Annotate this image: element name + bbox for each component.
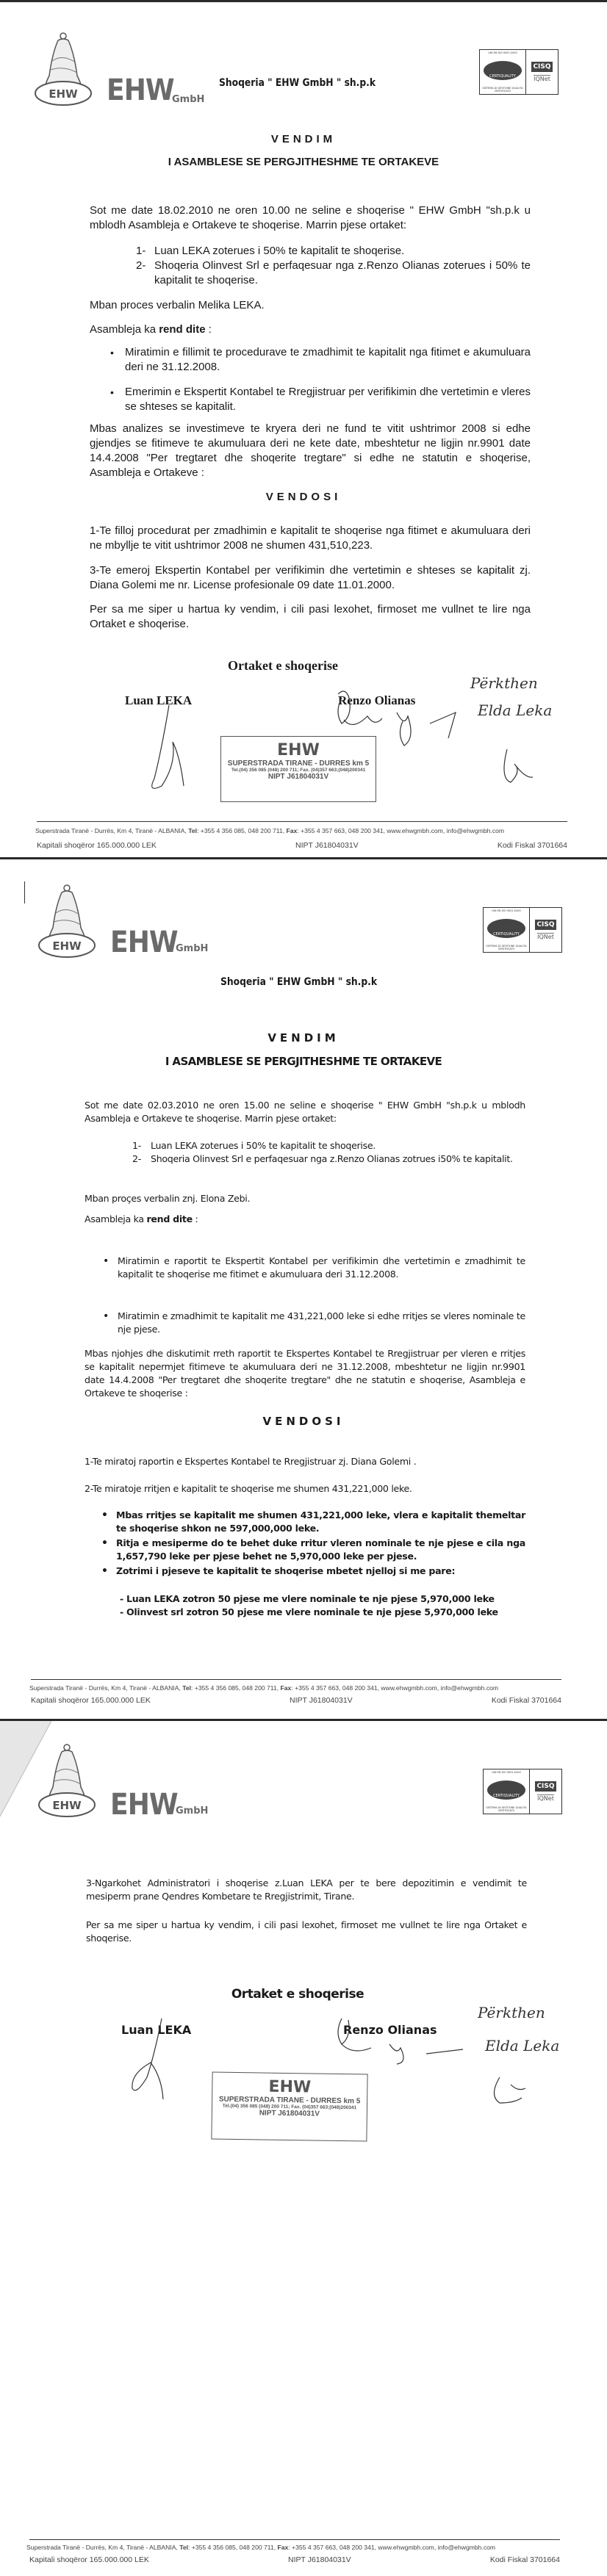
page-1 xyxy=(0,0,607,859)
agenda-text: Miratimin e raportit te Ekspertit Kontabel per verifikimin dhe vertetimin e zmadhimit te kapitalit te shoqerise me fitimet e akumuluara deri 31.12.2008. xyxy=(118,1255,525,1280)
document-subtitle: I ASAMBLESE SE PERGJITHESHME TE ORTAKEVE xyxy=(165,1055,442,1068)
bell-logo-icon xyxy=(37,884,97,959)
cisq-mark: CISQ xyxy=(533,63,551,71)
page-2 xyxy=(0,859,607,1720)
detail-item xyxy=(101,1537,525,1563)
preamble-paragraph: Mbas analizes se investimeve te kryera deri ne fund te vitit ushtrimor 2008 si edhe gjendjes se fitimeve te akumuluara deri ne kete date, mbeshtetur ne ligjin nr.9901 date 14.4.2008 "Per tregtaret dhe shoqerite tregtare" si edhe ne statutin e shoqerise, Asambleja e Ortakeve : xyxy=(90,422,531,479)
bullet-icon: • xyxy=(101,1537,108,1549)
decision-1: 1-Te filloj procedurat per zmadhimin e kapitalit te shoqerise nga fitimet e akumuluara deri ne mbyllje te vitit ushtrimor 2008 ne shumen 431,510,223. xyxy=(90,524,531,552)
footer-registration xyxy=(37,841,567,850)
stamp-phones: Tel.(04) 356 085 (048) 200 711; Fax. (04)357 663;(048)200341 xyxy=(231,768,366,773)
detail-text: Mbas rritjes se kapitalit me shumen 431,221,000 leke, vlera e kapitalit themeltar te shoqerise shkon ne 597,000,000 leke. xyxy=(116,1509,525,1534)
scan-edge xyxy=(24,881,25,903)
bullet-icon: • xyxy=(103,1255,109,1267)
holding-olinvest: - Olinvest srl zotron 50 pjese me vlere nominale te nje pjese 5,970,000 leke xyxy=(120,1606,498,1617)
logo-oval-text: EHW xyxy=(52,939,82,953)
bullet-icon: • xyxy=(101,1565,108,1577)
stamp-logo: EHW xyxy=(277,741,320,760)
list-item xyxy=(132,1152,525,1166)
decided-heading: VENDOSI xyxy=(265,491,342,503)
signatures-heading: Ortaket e shoqerise xyxy=(231,1987,364,2002)
footer-fax: : +355 4 357 663, 048 200 341, www.ehwgmbh.com, info@ehwgmbh.com xyxy=(297,827,505,834)
document-title: VENDIM xyxy=(270,133,337,145)
footer-fax-label: Fax xyxy=(286,827,298,834)
agenda-bold: rend dite xyxy=(146,1213,193,1224)
signatures-heading: Ortaket e shoqerise xyxy=(228,658,338,673)
closing-paragraph: Per sa me siper u hartua ky vendim, i cili pasi lexohet, firmoset me vullnet te lire nga Ortaket e shoqerise. xyxy=(86,1919,527,1944)
list-number: 2- xyxy=(136,259,146,272)
footer-registration xyxy=(31,1696,561,1705)
iqnet-mark: IQNet xyxy=(537,1795,554,1802)
agenda-item xyxy=(103,1310,525,1336)
footer-nipt: NIPT J61804031V xyxy=(295,841,359,850)
decision-3: 3-Te emeroj Ekspertin Kontabel per verifikimin dhe vertetimin e shteses se kapitalit zj. Diana Golemi me nr. License profesionale 09 date 11.01.2000. xyxy=(90,564,531,591)
footer-address: Superstrada Tiranë - Durrës, Km 4, Tiranë - ALBANIA, xyxy=(26,2544,180,2551)
bullet-icon: • xyxy=(110,347,114,358)
partner-1-name: Luan LEKA xyxy=(125,693,193,707)
stamp-address: SUPERSTRADA TIRANE - DURRES km 5 xyxy=(218,2095,361,2106)
document-title: VENDIM xyxy=(267,1031,340,1045)
detail-item xyxy=(101,1509,525,1535)
closing-paragraph: Per sa me siper u hartua ky vendim, i cili pasi lexohet, firmoset me vullnet te lire nga Ortaket e shoqerise. xyxy=(90,603,531,630)
brand-name: EHW xyxy=(107,73,174,107)
company-line: Shoqeria " EHW GmbH " sh.p.k xyxy=(219,77,376,89)
minutes-keeper: Mban proçes verbalin znj. Elona Zebi. xyxy=(85,1193,251,1204)
footer-tel: : +355 4 356 085, 048 200 711, xyxy=(197,827,287,834)
intro-paragraph: Sot me date 02.03.2010 ne oren 15.00 ne seline e shoqerise " EHW GmbH "sh.p.k u mblodh Asambleja e Ortakeve te shoqerise. Marrin pjese ortaket: xyxy=(85,1100,525,1124)
list-text: Luan LEKA zoterues i 50% te kapitalit te shoqerise. xyxy=(151,1140,376,1151)
cert-standard: UNI EN ISO 9001:2000 xyxy=(492,909,521,912)
logo-oval-text: EHW xyxy=(49,87,78,101)
certiquality-seal: CERTIQUALITY xyxy=(487,1781,525,1800)
brand-name: EHW xyxy=(110,1788,178,1822)
bell-logo-icon xyxy=(37,1743,97,1818)
bell-logo-icon xyxy=(33,32,93,107)
list-item xyxy=(136,259,531,288)
list-item xyxy=(136,244,531,259)
list-text: Shoqeria Olinvest Srl e perfaqesuar nga z.Renzo Olianas zoterues i 50% te kapitalit te shoqerise. xyxy=(154,259,531,286)
company-line: Shoqeria " EHW GmbH " sh.p.k xyxy=(220,976,378,988)
quality-certificate-badge xyxy=(483,1769,562,1814)
footer-divider xyxy=(31,1679,561,1680)
preamble-paragraph: Mbas njohjes dhe diskutimit rreth raportit te Ekspertes Kontabel te Rregjistruar per vleren e rritjes se kapitalit nepermjet fitimeve te akumuluara deri ne 31.12.2008, mbeshtetur ne ligjin nr.9901 date 14.4.2008 "Per tregtaret dhe shoqerite tregtare" dhe ne statutin e shoqerise, Asambleja e Ortakeve te shoqerise : xyxy=(85,1348,525,1399)
agenda-heading xyxy=(85,1213,198,1226)
intro-paragraph: Sot me date 18.02.2010 ne oren 10.00 ne seline e shoqerise " EHW GmbH "sh.p.k u mblodh Asambleja e Ortakeve te shoqerise. Marrin pjese ortaket: xyxy=(90,204,531,231)
footer-fiscal-code: Kodi Fiskal 3701664 xyxy=(489,2555,560,2564)
agenda-text: Emerimin e Ekspertit Kontabel te Rregjistruar per verifikimin dhe vertetimin e vleres se shteses se kapitalit. xyxy=(125,386,531,413)
iqnet-mark: IQNet xyxy=(534,76,550,82)
quality-certificate-badge xyxy=(483,907,562,953)
document-subtitle: I ASAMBLESE SE PERGJITHESHME TE ORTAKEVE xyxy=(168,156,439,168)
footer-capital: Kapitali shoqëror 165.000.000 LEK xyxy=(31,1696,151,1705)
footer-tel: : +355 4 356 085, 048 200 711, xyxy=(191,1684,281,1692)
agenda-item xyxy=(110,345,531,375)
footer-fax: : +355 4 357 663, 048 200 341, www.ehwgmbh.com, info@ehwgmbh.com xyxy=(291,1684,499,1692)
translator-note: Përkthen xyxy=(470,674,538,692)
agenda-prefix: Asambleja ka xyxy=(85,1213,147,1224)
agenda-bold: rend dite xyxy=(159,323,206,336)
list-text: Shoqeria Olinvest Srl e perfaqesuar nga z.Renzo Olianas zotrues i50% te kapitalit. xyxy=(151,1153,513,1164)
cisq-mark: CISQ xyxy=(536,921,555,928)
translator-name: Elda Leka xyxy=(485,2037,560,2054)
footer-divider xyxy=(29,2539,560,2540)
company-stamp xyxy=(220,736,376,802)
company-stamp xyxy=(211,2072,367,2142)
page-edge xyxy=(0,0,607,2)
decision-3: 3-Ngarkohet Administratori i shoqerise z.Luan LEKA per te bere depozitimin e vendimit te mesiperm prane Qendres Kombetare te Rregjistrimit, Tirane. xyxy=(86,1877,527,1902)
footer-tel-label: Tel xyxy=(182,1684,192,1692)
footer-tel-label: Tel xyxy=(188,827,198,834)
detail-item xyxy=(101,1565,525,1578)
cert-standard: UNI EN ISO 9001:2000 xyxy=(488,51,517,54)
list-item xyxy=(132,1139,525,1152)
iqnet-mark: IQNet xyxy=(537,934,554,940)
footer-fax: : +355 4 357 663, 048 200 341, www.ehwgmbh.com, info@ehwgmbh.com xyxy=(288,2544,496,2551)
list-text: Luan LEKA zoterues i 50% te kapitalit te shoqerise. xyxy=(154,245,405,257)
partner-1-name: Luan LEKA xyxy=(121,2023,192,2037)
footer-fiscal-code: Kodi Fiskal 3701664 xyxy=(497,841,567,850)
brand-suffix: GmbH xyxy=(176,1805,209,1816)
footer-tel: : +355 4 356 085, 048 200 711, xyxy=(188,2544,278,2551)
holding-luan-leka: - Luan LEKA zotron 50 pjese me vlere nominale te nje pjese 5,970,000 leke xyxy=(120,1593,495,1604)
footer-fiscal-code: Kodi Fiskal 3701664 xyxy=(491,1696,561,1705)
agenda-suffix: : xyxy=(205,323,212,336)
agenda-suffix: : xyxy=(192,1213,198,1224)
bullet-icon: • xyxy=(110,386,114,398)
cert-caption: SISTEMA DI GESTIONE QUALITA CERTIFICATO xyxy=(482,87,523,93)
agenda-text: Miratimin e zmadhimit te kapitalit me 431,221,000 leke si edhe rritjes se vleres nominale te nje pjese. xyxy=(118,1310,525,1335)
footer-capital: Kapitali shoqëror 165.000.000 LEK xyxy=(37,841,157,850)
footer-fax-label: Fax xyxy=(280,1684,292,1692)
footer-tel-label: Tel xyxy=(179,2544,189,2551)
cisq-mark: CISQ xyxy=(536,1783,555,1790)
stamp-logo: EHW xyxy=(268,2077,312,2097)
footer-nipt: NIPT J61804031V xyxy=(290,1696,353,1705)
stamp-nipt: NIPT J61804031V xyxy=(267,773,329,781)
footer-address: Superstrada Tiranë - Durrës, Km 4, Tiranë - ALBANIA, xyxy=(35,827,189,834)
brand-suffix: GmbH xyxy=(172,94,205,105)
brand-name: EHW xyxy=(110,926,178,959)
stamp-nipt: NIPT J61804031V xyxy=(259,2109,320,2118)
list-number: 1- xyxy=(132,1140,141,1151)
decision-2: 2-Te miratoje rritjen e kapitalit te shoqerise me shumen 431,221,000 leke. xyxy=(85,1483,412,1494)
footer-nipt: NIPT J61804031V xyxy=(288,2555,351,2564)
translator-note: Përkthen xyxy=(478,2004,545,2021)
agenda-item xyxy=(103,1255,525,1281)
cert-caption: SISTEMA DI GESTIONE QUALITA CERTIFICATO xyxy=(486,1806,527,1812)
footer-divider xyxy=(37,821,567,822)
partners-list xyxy=(132,1139,525,1166)
detail-text: Ritja e mesiperme do te behet duke rritur vleren nominale te nje pjese e cila nga 1,657,790 leke per pjese behet ne 5,970,000 leke per pjese. xyxy=(116,1537,525,1562)
cert-caption: SISTEMA DI GESTIONE QUALITA CERTIFICATO xyxy=(486,945,527,950)
agenda-text: Miratimin e fillimit te procedurave te zmadhimit te kapitalit nga fitimet e akumuluara deri ne 31.12.2008. xyxy=(125,346,531,373)
footer-contact xyxy=(35,827,569,834)
certiquality-seal: CERTIQUALITY xyxy=(484,61,522,80)
list-number: 2- xyxy=(132,1153,141,1164)
quality-certificate-badge xyxy=(479,49,558,95)
decision-1: 1-Te miratoj raportin e Ekspertes Kontabel te Rregjistruar zj. Diana Golemi . xyxy=(85,1456,417,1467)
footer-contact xyxy=(26,2544,560,2551)
bullet-icon: • xyxy=(101,1509,108,1521)
footer-contact xyxy=(29,1684,563,1692)
footer-address: Superstrada Tiranë - Durrës, Km 4, Tiranë - ALBANIA, xyxy=(29,1684,183,1692)
footer-fax-label: Fax xyxy=(277,2544,289,2551)
translator-name: Elda Leka xyxy=(478,701,553,719)
brand-suffix: GmbH xyxy=(176,943,209,954)
stamp-phones: Tel.(04) 356 085 (048) 200 711; Fax. (04)357 663;(048)200341 xyxy=(222,2103,357,2111)
bullet-icon: • xyxy=(103,1310,109,1322)
footer-registration xyxy=(29,2555,560,2564)
cert-standard: UNI EN ISO 9001:2000 xyxy=(492,1771,521,1774)
decided-heading: VENDOSI xyxy=(262,1415,345,1428)
list-number: 1- xyxy=(136,245,146,257)
logo-oval-text: EHW xyxy=(52,1799,82,1812)
agenda-heading xyxy=(90,322,212,337)
detail-text: Zotrimi i pjeseve te kapitalit te shoqerise mbetet njelloj si me pare: xyxy=(116,1565,456,1576)
certiquality-seal: CERTIQUALITY xyxy=(487,919,525,938)
minutes-keeper: Mban proces verbalin Melika LEKA. xyxy=(90,299,265,311)
page-3 xyxy=(0,1721,607,2576)
agenda-prefix: Asambleja ka xyxy=(90,323,159,336)
partner-2-name: Renzo Olianas xyxy=(338,693,416,707)
footer-capital: Kapitali shoqëror 165.000.000 LEK xyxy=(29,2555,149,2564)
partner-2-name: Renzo Olianas xyxy=(343,2023,437,2037)
stamp-address: SUPERSTRADA TIRANE - DURRES km 5 xyxy=(227,760,370,768)
partners-list xyxy=(136,244,531,288)
agenda-item xyxy=(110,385,531,414)
